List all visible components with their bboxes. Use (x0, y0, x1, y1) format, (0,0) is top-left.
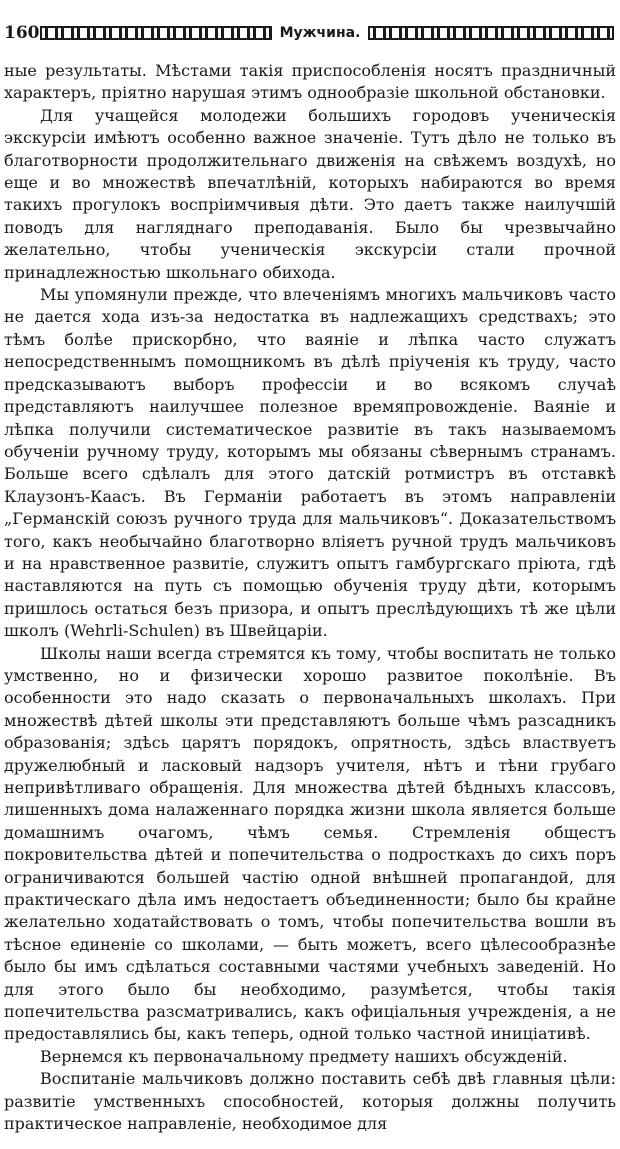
paragraph-2: Для учащейся молодежи большихъ городовъ ученическія экскурсіи имѣютъ особенно важное значеніе. Тутъ дѣло не только въ благотворности продолжительнаго движенія на свѣжемъ воздухѣ, но еще и во множествѣ впечатлѣній, которыхъ набираются во время такихъ прогулокъ воспріимчивыя дѣти. Это даетъ также наилучшій поводъ для нагляднаго преподаванія. Было бы чрезвычайно желательно, чтобы ученическія экскурсіи стали прочной принадлежностью школьнаго обихода. (4, 105, 616, 282)
page-header (4, 22, 616, 44)
running-title: Мужчина. (279, 25, 361, 41)
ornament-right (368, 26, 614, 40)
page-number: 160 (4, 23, 40, 43)
paragraph-5: Вернемся къ первоначальному предмету нашихъ обсужденій. (40, 1046, 568, 1066)
paragraph-3: Мы упомянули прежде, что влеченіямъ многихъ мальчиковъ часто не дается хода изъ-за недостатка въ надлежащихъ средствахъ; это тѣмъ болѣе прискорбно, что ваяніе и лѣпка часто служатъ непосредственнымъ помощникомъ въ дѣлѣ пріученія къ труду, часто предсказываютъ выборъ профессіи и во всякомъ случаѣ представляютъ наилучшее полезное времяпровожденіе. Ваяніе и лѣпка получили систематическое развитіе въ такъ называемомъ обученіи ручному труду, которымъ мы обязаны сѣвернымъ странамъ. Больше всего сдѣлалъ для этого датскій ротмистръ въ отставкѣ Клаузонъ-Каасъ. Въ Германіи работаетъ въ этомъ направленіи „Германскій союзъ ручного труда для мальчиковъ“. Доказательствомъ того, какъ необычайно благотворно вліяетъ ручной трудъ мальчиковъ и на нравственное развитіе, служитъ опытъ гамбургскаго пріюта, гдѣ наставляются на путь съ помощью обученія труду дѣти, которымъ пришлось остаться безъ призора, и опытъ преслѣдующихъ тѣ же цѣли школъ (Wehrli-Schulen) въ Швейцаріи. (4, 285, 616, 641)
paragraph-6: Воспитаніе мальчиковъ должно поставить себѣ двѣ главныя цѣли: развитіе умственныхъ способностей, которыя должны получить практическое направленіе, необходимое для (4, 1069, 616, 1134)
paragraph-1: ные результаты. Мѣстами такія приспособленія носятъ праздничный характеръ, пріятно нарушая этимъ однообразіе школьной обстановки. (4, 61, 616, 103)
body-text (4, 60, 616, 1136)
ornament-left (40, 26, 272, 40)
paragraph-4: Школы наши всегда стремятся къ тому, чтобы воспитать не только умственно, но и физически хорошо развитое поколѣніе. Въ особенности это надо сказать о первоначальныхъ школахъ. При множествѣ дѣтей школы эти представляютъ больше чѣмъ разсадникъ образованія; здѣсь царятъ порядокъ, опрятность, здѣсь властвуетъ дружелюбный и ласковый надзоръ учителя, нѣтъ и тѣни грубаго непривѣтливаго обращенія. Для множества дѣтей бѣдныхъ классовъ, лишенныхъ дома налаженнаго порядка жизни школа является больше домашнимъ очагомъ, чѣмъ семья. Стремленія общестъ покровительства дѣтей и попечительства о подросткахъ до сихъ поръ ограничиваются большей частію одной внѣшней пропагандой, для практическаго дѣла имъ недостаетъ объединенности; было бы крайне желательно ходатайствовать о томъ, чтобы попечительства вошли въ тѣсное единеніе со школами, — быть можетъ, всего цѣлесообразнѣе было бы имъ сдѣлаться составными частями учебныхъ заведеній. Но для этого было бы необходимо, разумѣется, чтобы такія попечительства разсматривались, какъ офиціальныя учрежденія, а не предоставлялись бы, какъ теперь, одной только частной иниціативѣ. (4, 643, 616, 1044)
